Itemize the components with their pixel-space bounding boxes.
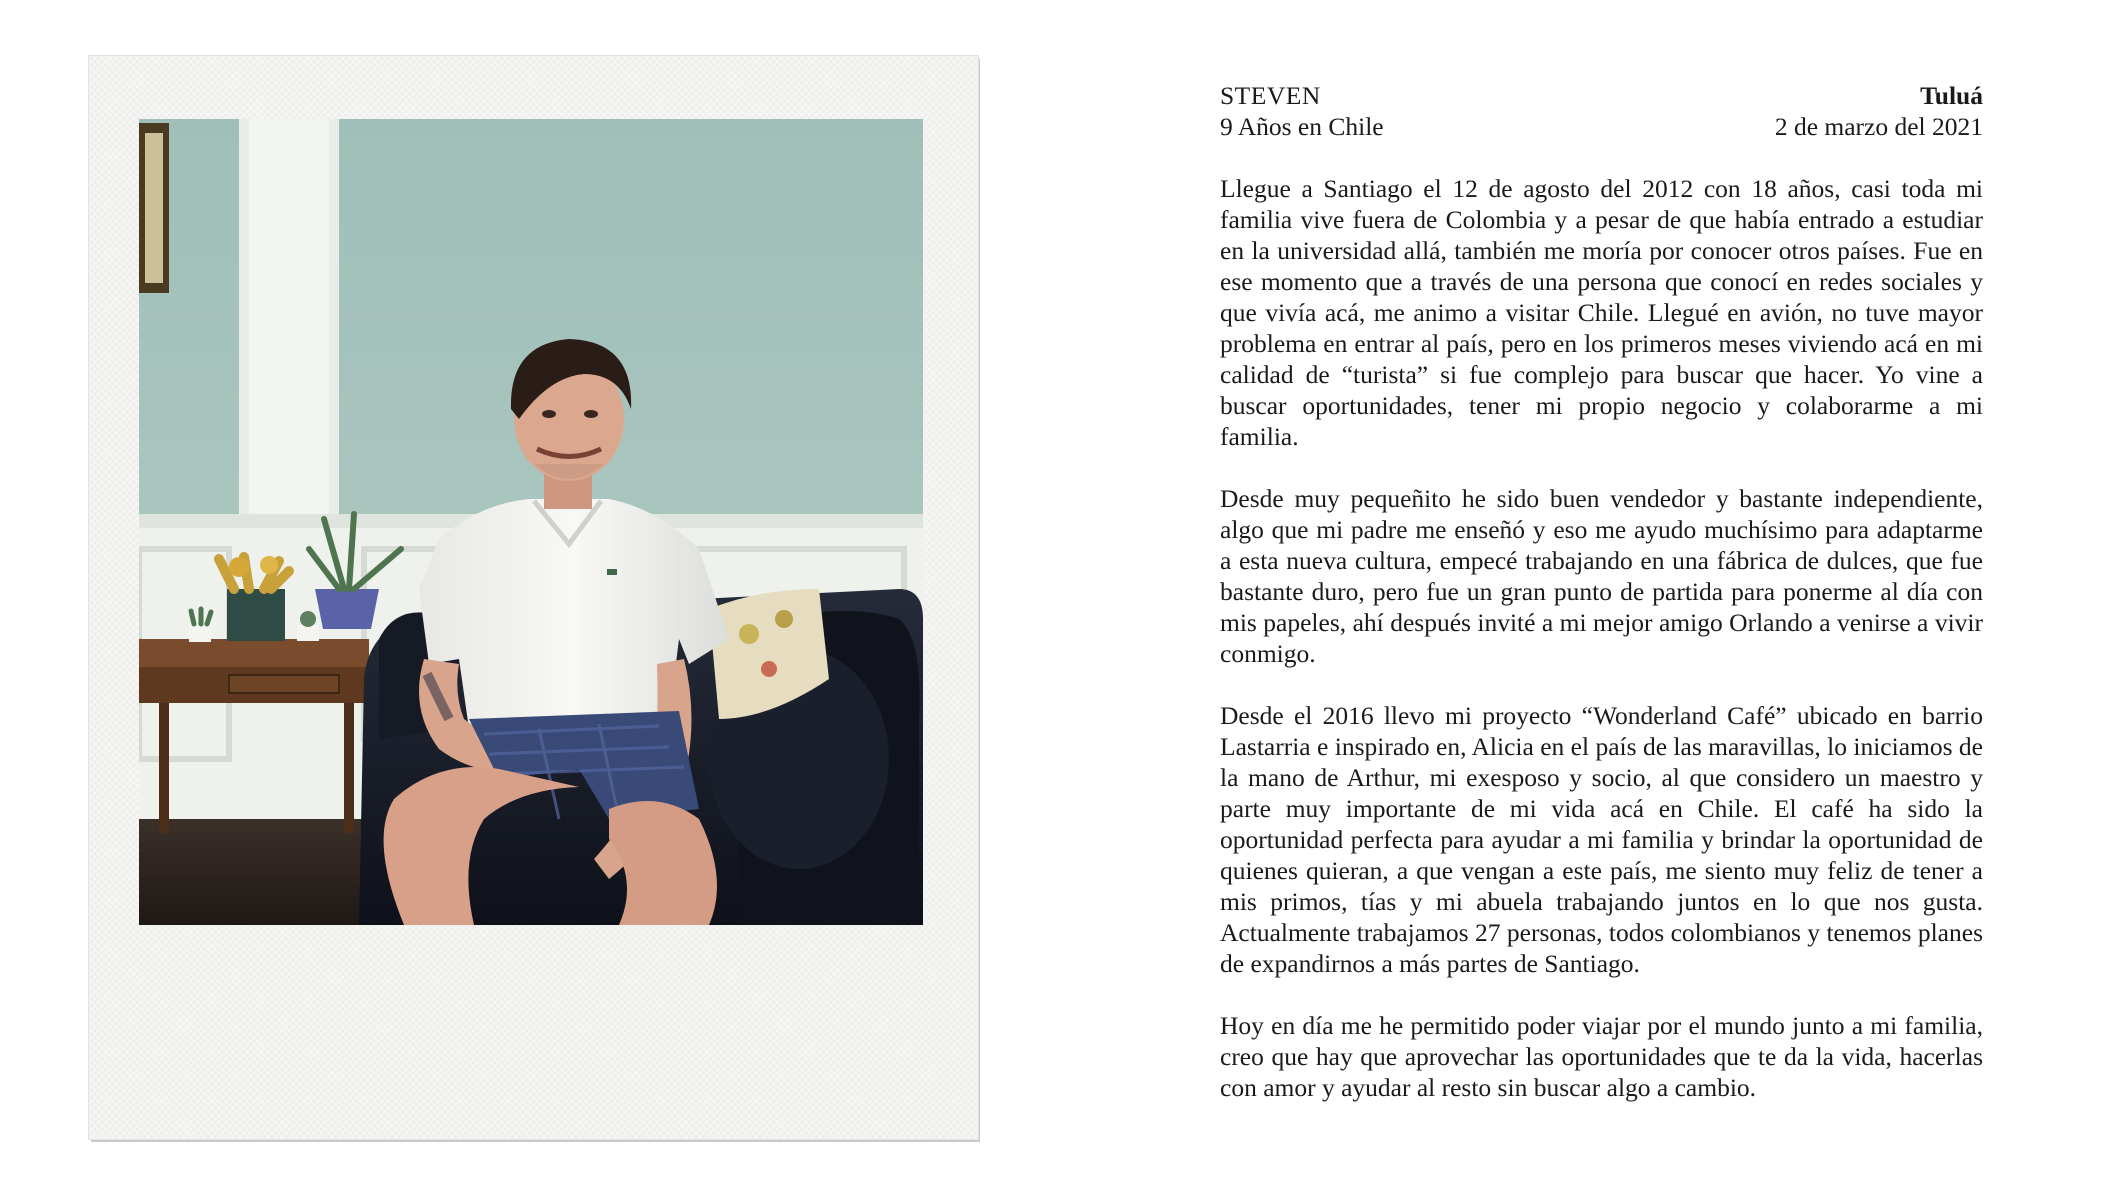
- subject-name: STEVEN: [1220, 81, 1321, 110]
- story-text-column: [1220, 80, 1983, 1134]
- subject-city: Tuluá: [1920, 81, 1983, 110]
- interview-date: 2 de marzo del 2021: [1774, 112, 1983, 141]
- years-in-chile: 9 Años en Chile: [1220, 112, 1384, 141]
- portrait-photo: [139, 119, 923, 925]
- header-row-bottom: [1220, 111, 1983, 142]
- story-body: [1220, 173, 1983, 1103]
- header-row-top: [1220, 80, 1983, 111]
- portrait-illustration: [139, 119, 923, 925]
- story-paragraph: Desde muy pequeñito he sido buen vendedor y bastante independiente, algo que mi padre me enseñó y eso me ayudo muchísimo para adaptarme a esta nueva cultura, empecé trabajando en una fábrica de dulces, que fue bastante duro, pero fue un gran punto de partida para ponerme al día con mis papeles, ahí después invité a mi mejor amigo Orlando a venirse a vivir conmigo.: [1220, 484, 1983, 668]
- story-paragraph: Desde el 2016 llevo mi proyecto “Wonderland Café” ubicado en barrio Lastarria e inspirado en, Alicia en el país de las maravillas, lo iniciamos de la mano de Arthur, mi exesposo y socio, al que considero un maestro y parte muy importante de mi vida acá en Chile. El café ha sido la oportunidad perfecta para ayudar a mi familia y brindar la oportunidad de quienes quieran, a que vengan a este país, me siento muy feliz de tener a mis primos, tías y mi abuela trabajando juntos en lo que nos gusta. Actualmente trabajamos 27 personas, todos colombianos y tenemos planes de expandirnos a más partes de Santiago.: [1220, 701, 1983, 978]
- polaroid-frame: [89, 56, 978, 1139]
- story-paragraph: Llegue a Santiago el 12 de agosto del 2012 con 18 años, casi toda mi familia vive fuera de Colombia y a pesar de que había entrado a estudiar en la universidad allá, también me moría por conocer otros países. Fue en ese momento que a través de una persona que conocí en redes sociales y que vivía acá, me animo a visitar Chile. Llegué en avión, no tuve mayor problema en entrar al país, pero en los primeros meses viviendo acá en mi calidad de “turista” si fue complejo para buscar que hacer. Yo vine a buscar oportunidades, tener mi propio negocio y colaborarme a mi familia.: [1220, 174, 1983, 451]
- story-paragraph: Hoy en día me he permitido poder viajar por el mundo junto a mi familia, creo que hay que aprovechar las oportunidades que te da la vida, hacerlas con amor y ayudar al resto sin buscar algo a cambio.: [1220, 1011, 1983, 1102]
